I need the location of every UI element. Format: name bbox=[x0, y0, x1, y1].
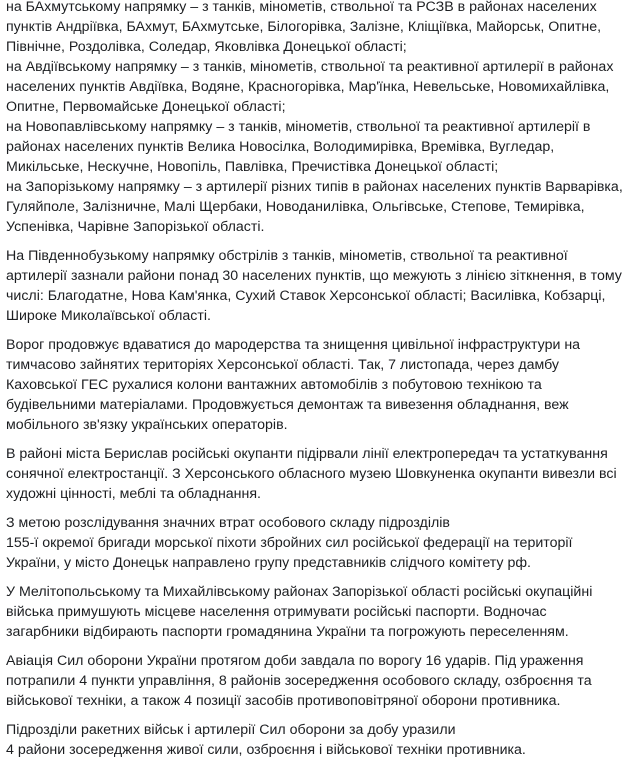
paragraph bbox=[6, 513, 618, 573]
paragraph bbox=[6, 335, 618, 435]
text-line: населених пунктів Авдіївка, Водяне, Красногорівка, Мар'їнка, Невельське, Новомихайлівка, bbox=[6, 79, 610, 95]
text-line: війська примушують місцеве населення отримувати російські паспорти. Водночас bbox=[6, 604, 547, 620]
text-line: на БАхмутському напрямку – з танків, мінометів, ствольної та РСЗВ в районах населених bbox=[6, 0, 597, 15]
text-line: художні цінності, меблі та обладнання. bbox=[6, 486, 261, 502]
text-line: на Запорізькому напрямку – з артилерії різних типів в районах населених пунктів Варварівка, bbox=[6, 179, 623, 195]
text-line: числі: Благодатне, Нова Кам'янка, Сухий Ставок Херсонської області; Василівка, Кобзарці, bbox=[6, 288, 606, 304]
text-line: районах населених пунктів Велика Новосілка, Володимирівка, Времівка, Вугледар, bbox=[6, 139, 555, 155]
text-line: загарбники відбирають паспорти громадянина України та погрожують переселенням. bbox=[6, 624, 569, 640]
text-line: на Новопавлівському напрямку – з танків, мінометів, ствольної та реактивної артилерії в bbox=[6, 119, 591, 135]
paragraph bbox=[6, 582, 618, 642]
text-line: З метою розслідування значних втрат особового складу підрозділів bbox=[6, 515, 450, 531]
paragraph bbox=[6, 246, 622, 326]
paragraph bbox=[6, 444, 618, 504]
text-line: Північне, Роздолівка, Соледар, Яковлівка Донецької області; bbox=[6, 39, 407, 55]
text-line: сонячної електростанції. З Херсонського обласного музею Шовкуненка окупанти вивезли всі bbox=[6, 466, 617, 482]
text-line: потрапили 4 пункти управління, 8 районів зосередження особового складу, озброєння та bbox=[6, 673, 592, 689]
text-line: У Мелітопольському та Михайлівському районах Запорізької області російські окупаційні bbox=[6, 584, 593, 600]
text-line: Опитне, Первомайське Донецької області; bbox=[6, 99, 286, 115]
paragraph bbox=[6, 720, 618, 760]
text-line: будівельними матеріалами. Продовжується демонтаж та вивезення обладнання, веж bbox=[6, 397, 569, 413]
text-line: Каховської ГЕС рухалися колони вантажних автомобілів з побутовою технікою та bbox=[6, 377, 542, 393]
text-line: Широке Миколаївської області. bbox=[6, 308, 211, 324]
text-line: В районі міста Берислав російські окупанти підірвали лінії електропередач та устаткування bbox=[6, 446, 608, 462]
text-line: артилерії зазнали райони понад 30 населених пунктів, що межують з лінією зіткнення, в тому bbox=[6, 268, 622, 284]
text-line: Ворог продовжує вдаватися до мародерства та знищення цивільної інфраструктури на bbox=[6, 337, 581, 353]
text-line: Авіація Сил оборони України протягом доби завдала по ворогу 16 ударів. Під ураження bbox=[6, 653, 584, 669]
paragraph bbox=[6, 651, 618, 711]
post-text bbox=[6, 0, 623, 769]
text-line: тимчасово зайнятих територіях Херсонської області. Так, 7 листопада, через дамбу bbox=[6, 357, 560, 373]
text-line: України, у місто Донецьк направлено групу представників слідчого комітету рф. bbox=[6, 555, 531, 571]
text-line: Гуляйполе, Залізничне, Малі Щербаки, Новоданилівка, Ольгівське, Степове, Темирівка, bbox=[6, 199, 585, 215]
text-line: На Південнобузькому напрямку обстрілів з танків, мінометів, ствольної та реактивної bbox=[6, 248, 568, 264]
text-line: на Авдіївському напрямку – з танків, мінометів, ствольної та реактивної артилерії в районах bbox=[6, 59, 614, 75]
paragraph bbox=[6, 0, 623, 237]
text-line: пунктів Андріївка, БАхмут, БАхмутське, Білогорівка, Залізне, Кліщіївка, Майорськ, Опитне, bbox=[6, 19, 602, 35]
text-line: Підрозділи ракетних військ і артилерії Сил оборони за добу уразили bbox=[6, 722, 456, 738]
text-line: мобільного зв'язку українських операторів. bbox=[6, 417, 288, 433]
text-line: Микільське, Нескучне, Новопіль, Павлівка, Пречистівка Донецької області; bbox=[6, 159, 499, 175]
text-line: 155-ї окремої бригади морської піхоти збройних сил російської федерації на території bbox=[6, 535, 573, 551]
text-line: військової техніки, а також 4 позиції засобів противоповітряної оборони противника. bbox=[6, 693, 561, 709]
text-line: 4 райони зосередження живої сили, озброєння і військової техніки противника. bbox=[6, 742, 526, 758]
text-line: Успенівка, Чарівне Запорізької області. bbox=[6, 219, 265, 235]
